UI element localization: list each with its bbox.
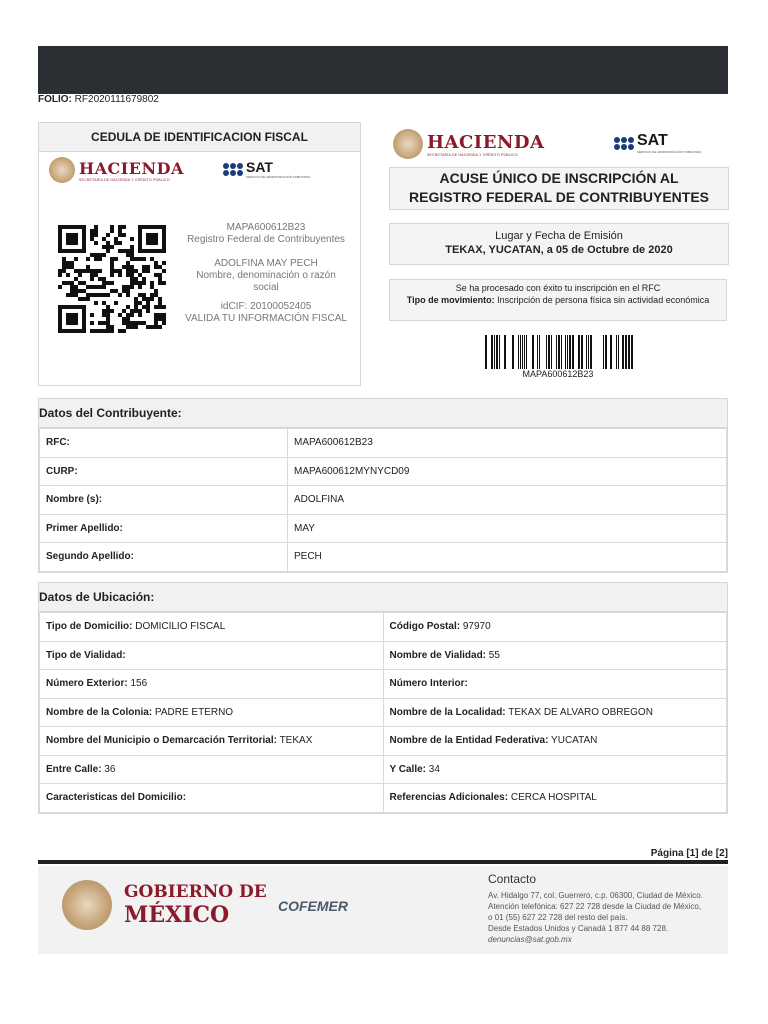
seal-icon bbox=[62, 880, 112, 930]
cell-label: Tipo de Vialidad: bbox=[46, 649, 126, 661]
cell-value: 97970 bbox=[462, 621, 491, 633]
table-row bbox=[40, 755, 727, 784]
cell-value: DOMICILIO FISCAL bbox=[135, 621, 226, 633]
cell-value: PADRE ETERNO bbox=[154, 706, 234, 718]
qr-code bbox=[58, 224, 166, 334]
sat-dots-icon bbox=[223, 163, 243, 176]
page-number: Página [1] de [2] bbox=[650, 848, 728, 859]
table-row bbox=[40, 727, 727, 756]
cell-value: 55 bbox=[488, 649, 500, 661]
table-row bbox=[40, 613, 727, 642]
row-value: MAPA600612MYNYCD09 bbox=[294, 465, 410, 477]
sat-dots-icon bbox=[614, 137, 634, 150]
cell-label: Nombre de Vialidad: bbox=[389, 649, 487, 661]
acuse-title: ACUSE ÚNICO DE INSCRIPCIÓN AL REGISTRO FEDERAL DE CONTRIBUYENTES bbox=[389, 167, 729, 210]
table-row bbox=[40, 698, 727, 727]
contribuyente-section bbox=[38, 398, 728, 573]
cell-label: Caracteristicas del Domicilio: bbox=[46, 792, 187, 804]
cell-value: TEKAX bbox=[279, 735, 313, 747]
cell-value: YUCATAN bbox=[551, 735, 598, 747]
seal-icon bbox=[49, 157, 75, 183]
cedula-info: MAPA600612B23 Registro Federal de Contribuyentes ADOLFINA MAY PECH Nombre, denominación o razón social idCIF: 20100052405 VALIDA TU INFORMACIÓN FISCAL bbox=[185, 222, 347, 324]
row-label: Primer Apellido: bbox=[46, 522, 123, 534]
contribuyente-table bbox=[39, 428, 727, 572]
row-value: PECH bbox=[294, 551, 322, 563]
cell-value: 34 bbox=[428, 763, 440, 775]
cedula-title: CEDULA DE IDENTIFICACION FISCAL bbox=[39, 123, 360, 152]
cell-label: Número Exterior: bbox=[46, 678, 128, 690]
footer-divider bbox=[38, 860, 728, 864]
contacto: Contacto Av. Hidalgo 77, col. Guerrero, c.p. 06300, Ciudad de México. Atención telefónica: 627 22 728 desde la Ciudad de México, o 01 (55) 627 22 728 del resto del país. Desde Estados Unidos y Canadá 1 877 44 88 728. denuncias@sat.gob.mx bbox=[488, 872, 703, 944]
sat-logo-right: SAT SERVICIO DE ADMINISTRACIÓN TRIBUTARIA bbox=[614, 132, 701, 154]
contribuyente-title: Datos del Contribuyente: bbox=[39, 399, 727, 428]
barcode-text: MAPA600612B23 bbox=[522, 369, 594, 379]
table-row bbox=[40, 543, 727, 572]
cell-label: Nombre de la Entidad Federativa: bbox=[389, 735, 549, 747]
cell-value: CERCA HOSPITAL bbox=[510, 792, 597, 804]
row-value: ADOLFINA bbox=[294, 494, 345, 506]
cell-label: Código Postal: bbox=[389, 621, 461, 633]
cell-label: Tipo de Domicilio: bbox=[46, 621, 133, 633]
ubicacion-table bbox=[39, 612, 727, 813]
barcode bbox=[483, 335, 633, 369]
sat-logo: SAT SERVICIO DE ADMINISTRACIÓN TRIBUTARIA bbox=[223, 159, 310, 179]
row-label: Nombre (s): bbox=[46, 494, 103, 506]
table-row bbox=[40, 784, 727, 813]
cell-label: Nombre de la Colonia: bbox=[46, 706, 153, 718]
cofemer-logo: COFEMER bbox=[278, 898, 348, 914]
folio: FOLIO: RF2020111679802 bbox=[38, 94, 159, 105]
table-row bbox=[40, 486, 727, 515]
row-label: RFC: bbox=[46, 437, 70, 449]
ubicacion-section bbox=[38, 582, 728, 814]
lugar-fecha: Lugar y Fecha de Emisión TEKAX, YUCATAN, a 05 de Octubre de 2020 bbox=[389, 223, 729, 265]
table-row bbox=[40, 514, 727, 543]
proceso-box: Se ha procesado con éxito tu inscripción en el RFC Tipo de movimiento: Inscripción de persona física sin actividad económica bbox=[389, 279, 727, 321]
top-banner bbox=[38, 46, 728, 94]
gobierno-logo: GOBIERNO DE MÉXICO bbox=[62, 880, 267, 930]
table-row bbox=[40, 670, 727, 699]
cell-value: TEKAX DE ALVARO OBREGON bbox=[508, 706, 653, 718]
ubicacion-title: Datos de Ubicación: bbox=[39, 583, 727, 612]
cell-label: Nombre del Municipio o Demarcación Territorial: bbox=[46, 735, 277, 747]
cell-value: 36 bbox=[104, 763, 116, 775]
row-value: MAPA600612B23 bbox=[294, 437, 373, 449]
seal-icon bbox=[393, 129, 423, 159]
cell-value: 156 bbox=[130, 678, 148, 690]
table-row bbox=[40, 429, 727, 458]
cell-label: Entre Calle: bbox=[46, 763, 102, 775]
row-value: MAY bbox=[294, 522, 315, 534]
hacienda-logo-right: HACIENDA SECRETARÍA DE HACIENDA Y CRÉDITO PÚBLICO bbox=[393, 129, 544, 159]
row-label: Segundo Apellido: bbox=[46, 551, 134, 563]
hacienda-logo: HACIENDA SECRETARÍA DE HACIENDA Y CRÉDITO PÚBLICO bbox=[49, 157, 184, 183]
cell-label: Referencias Adicionales: bbox=[389, 792, 509, 804]
row-label: CURP: bbox=[46, 465, 78, 477]
table-row bbox=[40, 457, 727, 486]
cell-label: Número Interior: bbox=[389, 678, 468, 690]
table-row bbox=[40, 641, 727, 670]
cell-label: Nombre de la Localidad: bbox=[389, 706, 506, 718]
cell-label: Y Calle: bbox=[389, 763, 426, 775]
